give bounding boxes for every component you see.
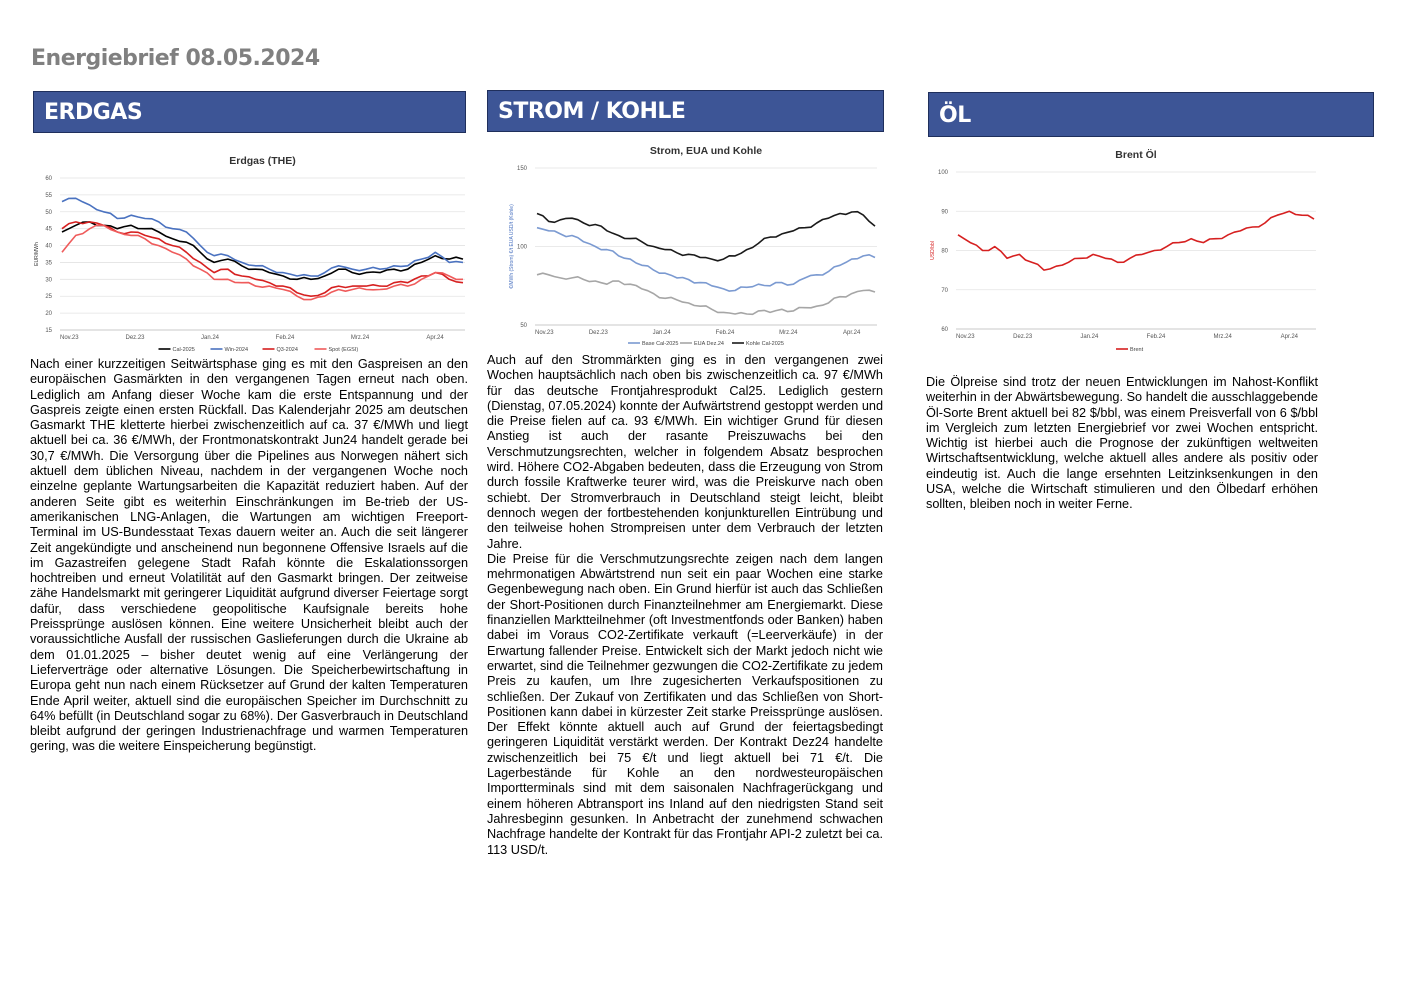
gas-chart	[30, 148, 470, 358]
power-series-line	[537, 273, 875, 314]
gas-y-axis-label: EUR/MWh	[34, 242, 40, 266]
oil-paragraph: Die Ölpreise sind trotz der neuen Entwicklungen im Nahost-Konflikt weiterhin in der Abwärtsbewegung. So handelt die ausschlaggebende Öl-Sorte Brent aktuell bei 82 $/bbl, was einem Preisverfall von 6 $/bbl im Vergleich zum letzten Energiebrief vor zwei Wochen entspricht. Wichtig ist hierbei auch die Prognose der zukünftigen weltweiten Wirtschaftsentwicklung, welche aktuell alles andere als positiv oder eindeutig ist. Auch die lange ersehnten Leitzinksenkungen in den USA, welche die Wirtschaft stimulieren und den Ölbedarf erhöhen sollten, bleiben noch in weiter Ferne.	[926, 375, 1318, 512]
power-legend-label: Base Cal-2025	[642, 341, 679, 347]
power-x-tick-label: Feb.24	[715, 330, 735, 336]
power-y-tick-label: 150	[516, 166, 527, 172]
document-title: Energiebrief 08.05.2024	[31, 46, 320, 71]
power-x-tick-label: Dez.23	[588, 330, 608, 336]
gas-y-tick-label: 60	[45, 176, 52, 182]
gas-chart-svg	[30, 148, 470, 358]
gas-series-line	[62, 222, 463, 279]
power-y-tick-label: 50	[520, 323, 527, 329]
power-paragraph-1: Auch auf den Strommärkten ging es in den vergangenen zwei Wochen hauptsächlich nach oben bis zwischenzeitlich ca. 97 €/MWh für das deutsche Frontjahresprodukt Cal25. Lediglich gestern (Dienstag, 07.05.2024) konnte der Aufwärtstrend gestoppt werden und die Preise fielen auf ca. 93 €/MWh. Ein wichtiger Grund für diesen Anstieg ist auch der rasante Preiszuwachs bei den Verschmutzungsrechten, welcher in folgendem Absatz besprochen wird. Höhere CO2-Abgaben bedeuten, dass die Erzeugung von Strom durch fossile Kraftwerke teurer wird, was die Preiskurve nach oben schiebt. Der Stromverbrauch in Deutschland steigt leicht, bleibt dennoch wegen der fortbestehenden konjunkturellen Eintrübung und den teilweise hohen Strompreisen unter dem Verbrauch der letzten Jahre.	[487, 353, 883, 551]
gas-legend-label: Win-2024	[224, 347, 249, 353]
oil-text	[926, 375, 1318, 513]
oil-x-tick-label: Dez.23	[1013, 334, 1033, 340]
oil-x-tick-label: Mrz.24	[1213, 334, 1232, 340]
gas-y-tick-label: 30	[45, 277, 52, 284]
power-chart-title: Strom, EUA und Kohle	[649, 145, 763, 157]
oil-x-tick-label: Apr.24	[1280, 334, 1299, 340]
oil-chart-title: Brent Öl	[1115, 149, 1157, 161]
gas-y-tick-label: 50	[45, 209, 52, 216]
oil-x-tick-label: Feb.24	[1146, 334, 1166, 340]
gas-x-tick-label: Dez.23	[125, 335, 145, 341]
gas-y-tick-label: 15	[45, 328, 52, 334]
section-header-oil: ÖL	[928, 92, 1374, 137]
power-paragraph-2: Die Preise für die Verschmutzungsrechte zeigen nach dem langen mehrmonatigen Abwärtstrend nun seit ein paar Wochen eine starke Gegenbewegung nach oben. Ein Grund hierfür ist auch das Schließen der Short-Positionen durch Finanzteilnehmer am Energiemarkt. Diese finanziellen Marktteilnehmer (oft Investmentfonds oder Banken) haben dabei im Voraus CO2-Zertifikate verkauft (=Leerverkäufe) in der Erwartung fallender Preise. Entwickelt sich der Markt jedoch nicht wie erwartet, sind die Teilnehmer gezwungen die CO2-Zertifikate zu jedem Preis zu kaufen, um Ihre zugesicherten Verkaufspositionen zu schließen. Der Zukauf von Zertifikaten und das Schließen von Short-Positionen kann dabei in kürzester Zeit starke Preissprünge auslösen. Der Effekt könnte aktuell auch auf Grund der feiertagsbedingt geringeren Liquidität verstärkt werden. Der Kontrakt Dez24 handelte zwischenzeitlich bei 75 €/t und liegt aktuell bei 71 €/t. Die Lagerbestände für Kohle an den nordwesteuropäischen Importterminals sind mit dem saisonalen Nachfragerückgang und einem höheren Abtransport ins Inland auf den niedrigsten Stand seit Jahresbeginn gesunken. In Anbetracht der zunehmend schwachen Nachfrage handelte der Kontrakt für das Frontjahr API-2 zuletzt bei ca. 113 USD/t.	[487, 551, 883, 857]
oil-y-tick-label: 100	[937, 170, 948, 176]
oil-chart	[926, 142, 1320, 357]
gas-x-tick-label: Nov.23	[60, 335, 79, 341]
oil-y-axis-label: USD/bbl	[930, 241, 936, 260]
gas-y-tick-label: 45	[45, 226, 52, 233]
gas-y-tick-label: 35	[45, 260, 52, 267]
gas-legend-label: Spot (EGSI)	[328, 347, 359, 353]
gas-paragraph: Nach einer kurzzeitigen Seitwärtsphase ging es mit den Gaspreisen an den europäischen Gasmärkten in den vergangenen Tagen erneut nach oben. Lediglich am Anfang dieser Woche kam die erste Entspannung und der Gaspreis zeigte einen ersten Rückfall. Das Kalenderjahr 2025 am deutschen Gasmarkt THE kletterte hierbei zwischenzeitlich auf ca. 37 €/MWh und liegt aktuell bei ca. 36 €/MWh, der Frontmonatskontrakt Jun24 handelt gerade bei 30,7 €/MWh. Die Versorgung über die Pipelines aus Norwegen nähert sich aktuell dem üblichen Niveau, nachdem in der vergangenen Woche noch einzelne geplante Wartungsarbeiten die Kapazität reduziert haben. Auf der anderen Seite gibt es weiterhin Einschränkungen im Be-trieb der US-amerikanischen LNG-Anlagen, die Wartungen am wichtigen Freeport-Terminal im US-Bundesstaat Texas dauern weiter an. Auch die seit längerer Zeit angekündigte und anscheinend nun begonnene Offensive Israels auf die im Gazastreifen gelegene Stadt Rafah könnte die Eskalationssorgen hochtreiben und erneut Volatilität auf den Gasmarkt bringen. Der zeitweise zähe Handelsmarkt mit geringerer Liquidität aufgrund diverser Feiertage sorgt dafür, dass verschiedene geopolitische Kaufsignale bereits hohe Preissprünge auslösen können. Eine weitere Unsicherheit bleibt auch der voraussichtliche Ausfall der russischen Gaslieferungen durch die Ukraine ab dem 01.01.2025 – bisher deutet wenig auf eine Verlängerung der Lieferverträge oder alternative Lösungen. Die Speicherbewirtschaftung in Europa geht nun nach einem Rücksetzer auf Grund der kalten Temperaturen Ende April weiter, aktuell sind die europäischen Speicher im Durchschnitt zu 64% befüllt (in Deutschland sogar zu 68%). Der Gasverbrauch in Deutschland bleibt aufgrund der geringen Industrienachfrage und warmen Temperaturen gering, was die weitere Einspeicherung begünstigt.	[30, 357, 468, 754]
oil-x-tick-label: Jan.24	[1080, 334, 1099, 340]
gas-chart-title: Erdgas (THE)	[229, 155, 296, 167]
oil-chart-svg	[926, 142, 1320, 357]
power-x-tick-label: Nov.23	[535, 330, 554, 336]
gas-y-tick-label: 40	[45, 243, 52, 250]
oil-y-tick-label: 90	[941, 209, 948, 216]
power-legend-label: Kohle Cal-2025	[746, 341, 784, 347]
section-header-power: STROM / KOHLE	[487, 90, 884, 132]
power-y-tick-label: 100	[516, 244, 527, 251]
power-x-tick-label: Mrz.24	[779, 330, 798, 336]
power-chart-svg	[487, 140, 881, 352]
gas-series-line	[62, 198, 463, 276]
power-chart	[487, 140, 881, 352]
gas-y-tick-label: 20	[45, 311, 52, 318]
gas-y-tick-label: 55	[45, 192, 52, 199]
power-text	[487, 353, 883, 858]
power-x-tick-label: Apr.24	[842, 330, 861, 336]
gas-text	[30, 357, 468, 755]
oil-y-tick-label: 80	[941, 248, 948, 255]
gas-legend-label: Q3-2024	[276, 347, 298, 353]
gas-x-tick-label: Mrz.24	[350, 335, 370, 341]
power-x-tick-label: Jan.24	[652, 330, 671, 336]
power-y-axis-label: €/MWh (Strom) €/t EUA USD/t (Kohle)	[509, 204, 515, 289]
oil-x-tick-label: Nov.23	[956, 334, 975, 340]
gas-x-tick-label: Jan.24	[200, 335, 220, 341]
section-header-gas: ERDGAS	[33, 91, 466, 133]
oil-legend-label: Brent	[1130, 347, 1144, 353]
oil-y-tick-label: 60	[941, 327, 948, 333]
gas-y-tick-label: 25	[45, 294, 52, 301]
power-legend-label: EUA Dez.24	[694, 341, 724, 347]
gas-legend-label: Cal-2025	[172, 347, 195, 353]
power-series-line	[537, 212, 875, 261]
oil-series-line	[958, 211, 1314, 270]
oil-y-tick-label: 70	[941, 287, 948, 294]
gas-x-tick-label: Apr.24	[426, 335, 444, 341]
gas-x-tick-label: Feb.24	[275, 335, 295, 341]
